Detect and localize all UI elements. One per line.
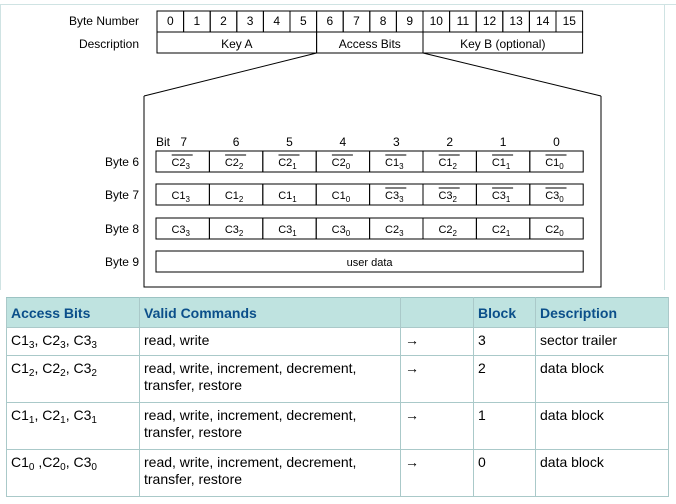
access-bit-index: 2 [91, 368, 97, 379]
bit-cell-label [171, 190, 190, 204]
bit-name: C1 [545, 157, 560, 169]
description-cell: data block [536, 356, 669, 403]
bit-name: C3 [331, 224, 346, 236]
bit-name: C1 [224, 190, 239, 202]
access-bit-name: C3 [73, 454, 92, 470]
byte-number: 1 [193, 14, 201, 28]
separator: , [65, 454, 74, 470]
access-bit-index: 1 [60, 415, 66, 426]
table-header-row [7, 298, 669, 328]
access-bits-cell [7, 328, 140, 356]
bit-name: C3 [385, 190, 400, 202]
byte-number: 10 [429, 14, 443, 28]
bit-index: 2 [452, 195, 457, 204]
separator: , [65, 332, 74, 348]
access-bit-index: 3 [60, 340, 66, 351]
access-bit-name: C3 [73, 360, 92, 376]
bit-name: C3 [438, 190, 453, 202]
bit-number: 1 [499, 135, 507, 149]
bit-cell-label [225, 157, 244, 171]
bit-name: C1 [171, 190, 186, 202]
byte-number: 0 [166, 14, 174, 28]
access-bit-name: C1 [11, 332, 29, 348]
bit-cell-label [492, 224, 511, 238]
byte-number: 12 [482, 14, 497, 28]
byte-row-label: Byte 6 [104, 155, 139, 169]
separator: , [65, 407, 74, 423]
separator: , [34, 360, 43, 376]
bit-index: 1 [292, 195, 297, 204]
byte-number: 15 [562, 14, 576, 28]
valid-commands-cell: read, write, increment, decrement, transfer, restore [140, 450, 401, 497]
byte-number: 11 [456, 14, 470, 28]
bit-cell-label [225, 224, 244, 238]
bit-index: 2 [238, 162, 244, 171]
access-bit-index: 0 [60, 462, 66, 473]
bit-cell-label [278, 190, 297, 204]
bit-index: 2 [452, 229, 457, 238]
byte-row-label: Byte 9 [104, 255, 139, 269]
bit-name: C2 [545, 224, 560, 236]
access-bit-index: 3 [28, 340, 35, 351]
bit-index: 0 [559, 195, 564, 204]
byte-number: 8 [379, 14, 387, 28]
description-cell: sector trailer [536, 328, 669, 356]
expansion-line-right [423, 53, 601, 96]
bit-cell-label [545, 190, 564, 204]
separator: , [34, 407, 43, 423]
bit-name: C3 [278, 224, 293, 236]
byte-row-label: Byte 8 [104, 222, 139, 236]
access-bits-cell [7, 403, 140, 450]
description-field-label: Key A [221, 37, 253, 51]
byte-number-label: Byte Number [68, 14, 139, 28]
access-bit-name: C2 [42, 332, 61, 348]
bit-cell-label [385, 190, 404, 204]
table-row [7, 450, 669, 497]
bit-name: C1 [278, 190, 293, 202]
bit-index: 2 [452, 162, 457, 171]
bit-cell-label [225, 190, 244, 204]
bit-number: 3 [392, 135, 400, 149]
header-valid-commands: Valid Commands [140, 298, 401, 328]
access-bit-name: C1 [11, 454, 29, 470]
bit-name: C1 [385, 157, 400, 169]
bit-name: C1 [331, 190, 346, 202]
access-bit-index: 2 [28, 368, 35, 379]
bit-number: 4 [339, 135, 347, 149]
bit-name: C2 [438, 224, 453, 236]
bit-index: 1 [505, 162, 511, 171]
bit-number: 0 [553, 135, 560, 149]
expansion-line-left [144, 53, 317, 96]
bit-cell-label [438, 157, 457, 171]
bit-label: Bit [156, 135, 171, 149]
access-bits-cell [7, 450, 140, 497]
access-bits-table [6, 297, 669, 497]
bit-name: C1 [491, 157, 506, 169]
access-bit-name: C2 [42, 360, 61, 376]
byte-number: 4 [273, 14, 281, 28]
valid-commands-cell: read, write, increment, decrement, transfer, restore [140, 403, 401, 450]
bit-number: 5 [286, 135, 293, 149]
access-bit-index: 3 [91, 340, 97, 351]
byte-number: 3 [246, 14, 254, 28]
bit-cell-label [171, 157, 190, 171]
bit-index: 1 [505, 195, 511, 204]
bit-index: 3 [185, 229, 190, 238]
description-label: Description [78, 37, 139, 51]
access-bit-name: C1 [11, 360, 29, 376]
byte-number: 2 [220, 14, 227, 28]
user-data-label: user data [346, 257, 393, 269]
bit-index: 3 [185, 195, 190, 204]
bit-cell-label [385, 224, 404, 238]
bit-index: 3 [185, 162, 190, 171]
separator: , [65, 360, 74, 376]
bit-cell-label [385, 157, 404, 171]
bit-number: 7 [180, 135, 188, 149]
header-access-bits: Access Bits [7, 298, 140, 328]
bit-cell-label [332, 157, 351, 171]
arrow-cell: → [401, 403, 474, 450]
access-bit-name: C3 [73, 407, 92, 423]
bit-cell-label [438, 190, 457, 204]
arrow-cell: → [401, 328, 474, 356]
description-cell: data block [536, 450, 669, 497]
bit-name: C2 [385, 224, 400, 236]
separator: , [34, 332, 43, 348]
bit-index: 0 [345, 195, 351, 204]
byte-number: 14 [536, 14, 550, 28]
bit-index: 3 [399, 162, 404, 171]
bit-name: C3 [491, 190, 506, 202]
bit-index: 0 [559, 162, 564, 171]
description-cell: data block [536, 403, 669, 450]
access-bit-index: 1 [28, 415, 35, 426]
separator: , [34, 454, 43, 470]
block-cell: 3 [474, 328, 536, 356]
arrow-cell: → [401, 356, 474, 403]
arrow-cell: → [401, 450, 474, 497]
bit-cell-label [278, 224, 297, 238]
bit-name: C2 [224, 157, 239, 169]
bit-name: C2 [278, 157, 293, 169]
byte-number: 6 [326, 14, 334, 28]
bit-name: C3 [171, 224, 186, 236]
header-block: Block [474, 298, 536, 328]
bit-cell-label [171, 224, 190, 238]
bit-index: 1 [292, 229, 297, 238]
access-bit-name: C1 [11, 407, 29, 423]
bit-index: 1 [505, 229, 511, 238]
bit-cell-label [278, 157, 297, 171]
access-bit-index: 2 [60, 368, 66, 379]
byte-row-label: Byte 7 [104, 188, 139, 202]
bit-name: C2 [171, 157, 186, 169]
bit-index: 3 [399, 229, 404, 238]
bit-name: C3 [224, 224, 239, 236]
bit-cell-label [545, 224, 564, 238]
bit-index: 2 [238, 229, 244, 238]
header-description: Description [536, 298, 669, 328]
bit-index: 0 [345, 229, 351, 238]
table-row [7, 356, 669, 403]
bit-name: C2 [331, 157, 346, 169]
header-arrow [401, 298, 474, 328]
table-row [7, 328, 669, 356]
bit-cell-label [492, 157, 511, 171]
bit-cell-label [332, 224, 351, 238]
bit-name: C2 [491, 224, 506, 236]
block-cell: 1 [474, 403, 536, 450]
valid-commands-cell: read, write [140, 328, 401, 356]
description-field-label: Key B (optional) [460, 37, 546, 51]
byte-number: 13 [509, 14, 523, 28]
access-bit-name: C2 [42, 407, 61, 423]
bit-cell-label [438, 224, 457, 238]
access-bit-name: C2 [42, 454, 61, 470]
bit-index: 2 [238, 195, 244, 204]
bit-name: C1 [438, 157, 453, 169]
bit-cell-label [332, 190, 351, 204]
bit-number: 2 [446, 135, 454, 149]
block-cell: 2 [474, 356, 536, 403]
table-row [7, 403, 669, 450]
description-field-label: Access Bits [338, 37, 401, 51]
bit-index: 0 [345, 162, 351, 171]
access-bit-name: C3 [73, 332, 92, 348]
bit-index: 1 [292, 162, 297, 171]
bit-index: 3 [399, 195, 404, 204]
bit-cell-label [545, 157, 564, 171]
byte-number: 7 [353, 14, 360, 28]
access-bit-index: 0 [28, 462, 35, 473]
bit-cell-label [492, 190, 511, 204]
bit-name: C3 [545, 190, 560, 202]
access-bits-cell [7, 356, 140, 403]
access-bit-index: 1 [91, 415, 97, 426]
byte-number: 5 [299, 14, 307, 28]
valid-commands-cell: read, write, increment, decrement, transfer, restore [140, 356, 401, 403]
bit-number: 6 [232, 135, 240, 149]
byte-number: 9 [406, 14, 414, 28]
bit-index: 0 [559, 229, 564, 238]
block-cell: 0 [474, 450, 536, 497]
access-bit-index: 0 [91, 462, 97, 473]
